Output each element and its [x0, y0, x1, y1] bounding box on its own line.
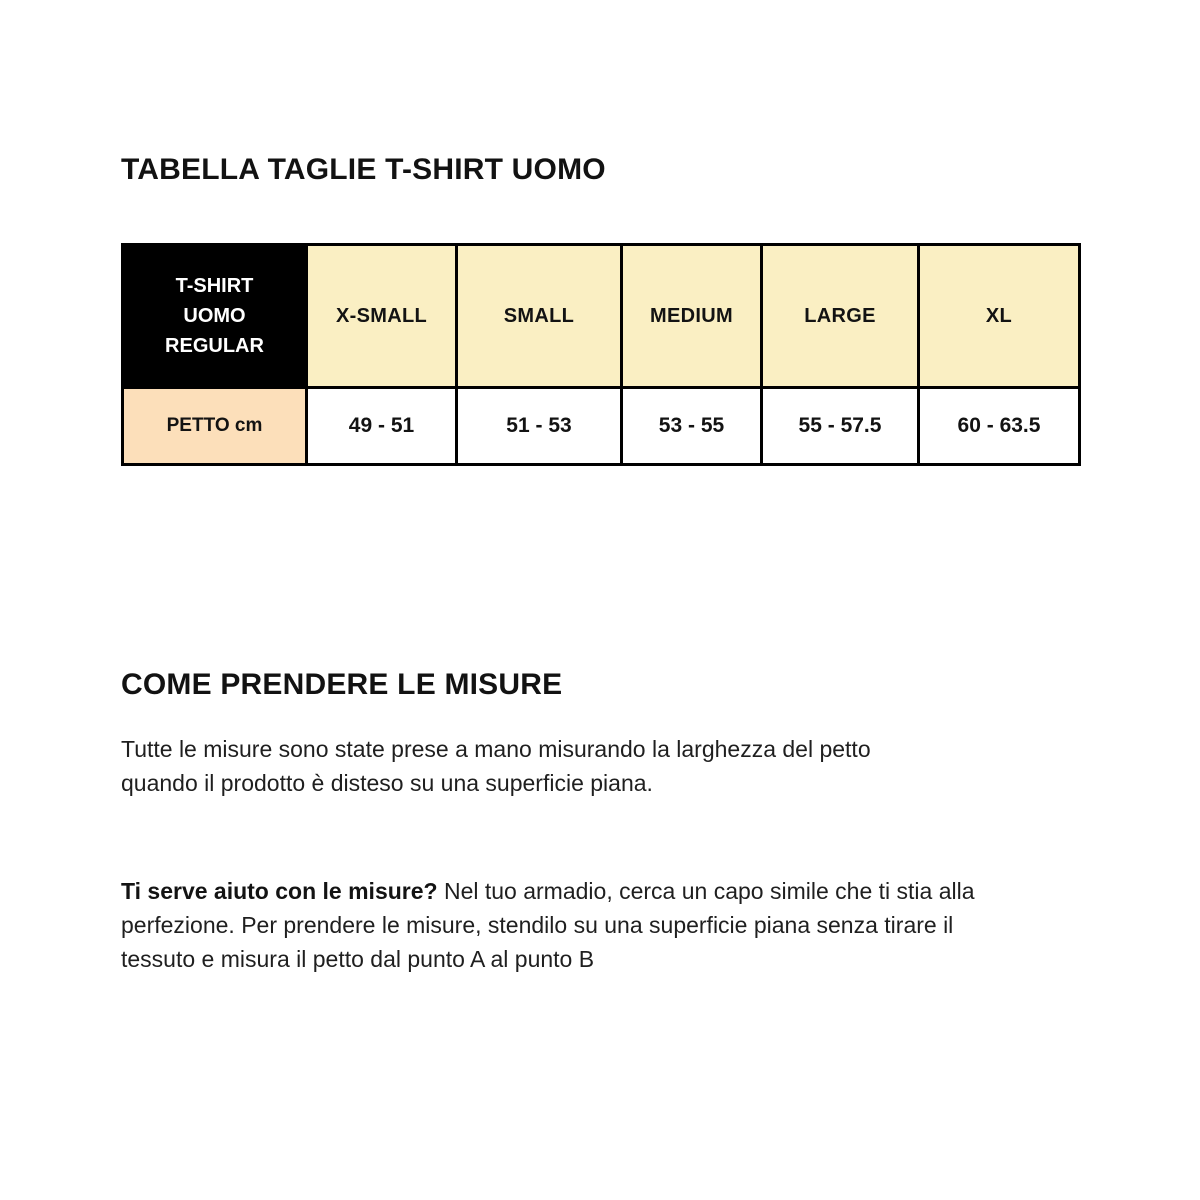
chest-value-xl: 60 - 63.5 — [919, 388, 1080, 465]
size-table-title: TABELLA TAGLIE T-SHIRT UOMO — [121, 153, 606, 186]
measure-help-line — [121, 874, 1078, 908]
measure-help-line: tessuto e misura il petto dal punto A al punto B — [121, 946, 595, 972]
corner-header-line: UOMO — [183, 305, 246, 327]
measure-description-paragraph — [121, 732, 1078, 800]
size-header-small: SMALL — [457, 245, 622, 388]
size-header-xl: XL — [919, 245, 1080, 388]
measure-description-line: quando il prodotto è disteso su una superficie piana. — [121, 770, 653, 796]
corner-header-line: T-SHIRT — [175, 275, 254, 297]
chest-measure-row — [123, 388, 1080, 465]
size-header-medium: MEDIUM — [622, 245, 762, 388]
size-header-xsmall: X-SMALL — [307, 245, 457, 388]
chest-value-small: 51 - 53 — [457, 388, 622, 465]
corner-header-cell — [123, 245, 307, 388]
measure-help-line: perfezione. Per prendere le misure, stendilo su una superficie piana senza tirare il — [121, 912, 954, 938]
row-label-petto: PETTO cm — [123, 388, 307, 465]
corner-header-line: REGULAR — [165, 335, 264, 357]
chest-value-large: 55 - 57.5 — [762, 388, 919, 465]
size-header-large: LARGE — [762, 245, 919, 388]
measure-help-line-rest: Nel tuo armadio, cerca un capo simile che ti stia alla — [443, 878, 975, 904]
measure-description-line: Tutte le misure sono state prese a mano misurando la larghezza del petto — [121, 736, 871, 762]
how-to-measure-title: COME PRENDERE LE MISURE — [121, 668, 563, 701]
measure-help-paragraph — [121, 874, 1078, 976]
content-column — [121, 0, 1078, 976]
chest-value-xsmall: 49 - 51 — [307, 388, 457, 465]
chest-value-medium: 53 - 55 — [622, 388, 762, 465]
measure-help-lead: Ti serve aiuto con le misure? — [121, 878, 438, 904]
size-table-header-row — [123, 245, 1080, 388]
size-table — [121, 243, 1081, 466]
